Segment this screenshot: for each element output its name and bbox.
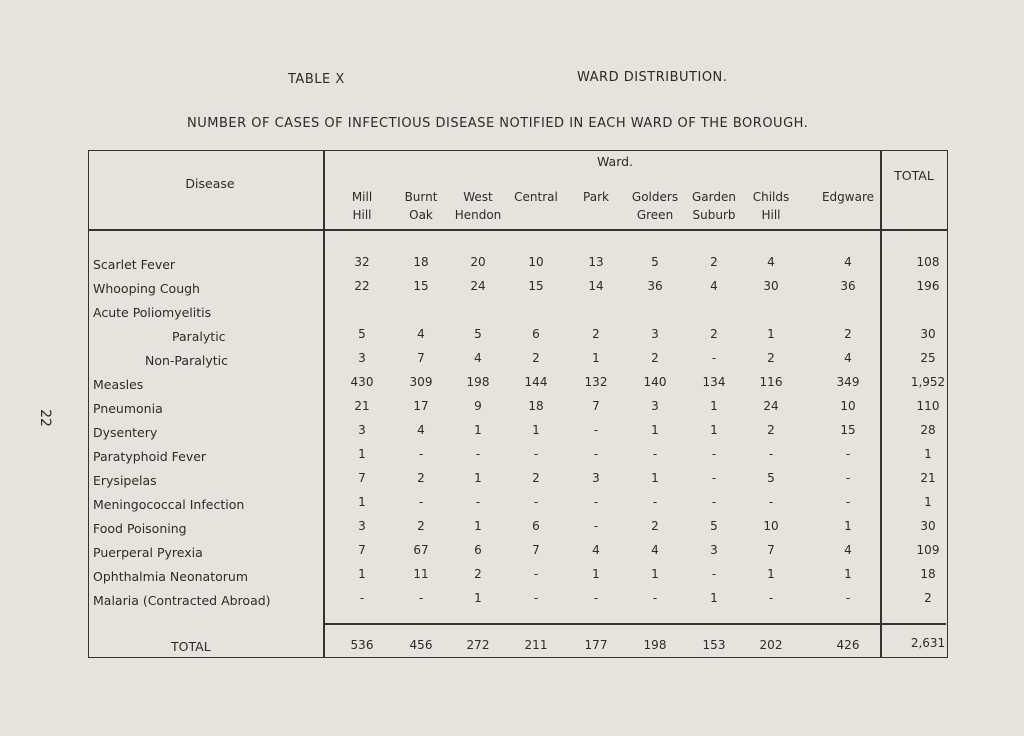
table-cell: - [593,495,599,509]
table-cell: - [711,471,717,485]
table-cell: 10 [528,255,544,269]
table-cell: 4 [844,255,852,269]
table-cell: 4 [710,279,718,293]
header-disease: Disease [185,176,235,191]
table-cell: - [593,519,599,533]
table-cell: - [533,567,539,581]
table-cell: - [593,591,599,605]
table-cell: 4 [417,327,425,341]
table-cell: - [533,495,539,509]
totals-cell: 177 [584,638,608,652]
row-total: 109 [916,543,940,557]
table-cell: 2 [767,351,775,365]
row-label: Ophthalmia Neonatorum [93,569,248,584]
table-cell: 1 [767,327,775,341]
table-cell: - [475,495,481,509]
header-total: TOTAL [894,168,934,183]
table-cell: 2 [651,351,659,365]
row-total: 110 [916,399,940,413]
table-cell: - [711,567,717,581]
table-cell: 3 [358,423,366,437]
row-label: Malaria (Contracted Abroad) [93,593,271,608]
ward-header-line2: Hill [761,208,781,222]
table-cell: 2 [417,519,425,533]
table-cell: - [768,591,774,605]
row-label: Pneumonia [93,401,163,416]
table-cell: 1 [474,591,482,605]
table-cell: 116 [759,375,783,389]
table-cell: 10 [763,519,779,533]
row-label: Erysipelas [93,473,157,488]
divider-totals [323,623,946,625]
table-cell: 24 [763,399,779,413]
table-cell: - [845,471,851,485]
row-label: Whooping Cough [93,281,200,296]
ward-header-line2: Suburb [692,208,736,222]
table-cell: - [711,351,717,365]
table-cell: - [652,591,658,605]
table-cell: 15 [528,279,544,293]
table-cell: - [845,447,851,461]
table-cell: - [475,447,481,461]
table-cell: - [652,495,658,509]
table-cell: 1 [474,471,482,485]
table-cell: 9 [474,399,482,413]
table-cell: 15 [840,423,856,437]
row-total: 108 [916,255,940,269]
table-cell: 18 [413,255,429,269]
table-cell: 1 [592,351,600,365]
ward-header-line1: Garden [692,190,736,204]
totals-cell: 198 [643,638,667,652]
table-cell: 4 [592,543,600,557]
row-total: 196 [916,279,940,293]
row-label: Measles [93,377,144,392]
ward-header-line2: Green [636,208,674,222]
row-label: Paralytic [172,329,226,344]
ward-header-line1: Burnt [404,190,438,204]
row-label: Paratyphoid Fever [93,449,207,464]
table-cell: 13 [588,255,604,269]
table-cell: 11 [413,567,429,581]
table-cell: 36 [840,279,856,293]
table-cell: 1 [767,567,775,581]
table-cell: 18 [528,399,544,413]
table-cell: 3 [592,471,600,485]
table-cell: - [533,447,539,461]
table-cell: 4 [651,543,659,557]
table-cell: 4 [474,351,482,365]
table-cell: 1 [651,567,659,581]
table-cell: 24 [470,279,486,293]
totals-cell: 426 [836,638,860,652]
table-cell: 30 [763,279,779,293]
table-cell: 3 [651,399,659,413]
ward-header-line1: Golders [631,190,679,204]
table-cell: 15 [413,279,429,293]
row-label: Acute Poliomyelitis [93,305,212,320]
row-total: 30 [920,327,936,341]
table-topic: WARD DISTRIBUTION. [577,70,728,85]
table-cell: 5 [358,327,366,341]
table-cell: 2 [417,471,425,485]
table-cell: 4 [417,423,425,437]
table-cell: 7 [532,543,540,557]
table-cell: 2 [710,327,718,341]
table-cell: - [652,447,658,461]
row-total: 28 [920,423,936,437]
table-cell: 3 [358,519,366,533]
ward-header-line1: Central [514,190,558,204]
table-cell: 36 [647,279,663,293]
ward-header-line1: Mill [351,190,373,204]
table-cell: 4 [844,543,852,557]
table-cell: 5 [767,471,775,485]
table-cell: - [359,591,365,605]
totals-label: TOTAL [171,639,211,654]
table-cell: 1 [710,399,718,413]
table-cell: 1 [358,567,366,581]
table-cell: 1 [651,423,659,437]
table-cell: 5 [474,327,482,341]
table-cell: 1 [592,567,600,581]
row-label: Scarlet Fever [93,257,176,272]
divider-total-column [880,150,882,658]
table-cell: - [768,447,774,461]
table-cell: - [845,495,851,509]
table-cell: 1 [844,567,852,581]
table-cell: 7 [767,543,775,557]
table-cell: 2 [844,327,852,341]
table-cell: 309 [409,375,433,389]
totals-cell: 536 [350,638,374,652]
table-cell: 2 [651,519,659,533]
table-cell: 1 [710,423,718,437]
table-cell: 198 [466,375,490,389]
table-cell: 2 [532,471,540,485]
table-cell: 430 [350,375,374,389]
table-cell: - [768,495,774,509]
table-cell: 7 [358,471,366,485]
row-total: 25 [920,351,936,365]
table-cell: 132 [584,375,608,389]
table-cell: 140 [643,375,667,389]
divider-header [88,229,948,231]
totals-cell: 272 [466,638,490,652]
table-cell: 1 [474,423,482,437]
table-cell: 1 [474,519,482,533]
table-cell: - [845,591,851,605]
ward-header-line1: Childs [752,190,790,204]
totals-cell: 211 [524,638,548,652]
table-cell: 21 [354,399,370,413]
table-cell: 6 [532,327,540,341]
table-cell: - [711,447,717,461]
table-cell: 1 [532,423,540,437]
table-cell: 144 [524,375,548,389]
totals-cell: 456 [409,638,433,652]
row-total: 2 [924,591,932,605]
header-ward: Ward. [596,154,634,169]
table-cell: 2 [532,351,540,365]
table-cell: 2 [710,255,718,269]
table-label: TABLE X [288,72,345,87]
table-cell: 1 [358,495,366,509]
ward-header-line1: West [463,190,493,204]
table-cell: 14 [588,279,604,293]
row-total: 30 [920,519,936,533]
table-cell: 349 [836,375,860,389]
table-cell: 2 [474,567,482,581]
ward-header-line1: Edgware [821,190,875,204]
table-cell: 7 [417,351,425,365]
table-cell: 1 [844,519,852,533]
table-cell: - [533,591,539,605]
ward-header-line1: Park [583,190,609,204]
table-cell: 134 [702,375,726,389]
table-cell: 6 [474,543,482,557]
table-cell: 5 [710,519,718,533]
table-cell: 5 [651,255,659,269]
table-cell: - [418,447,424,461]
totals-cell: 202 [759,638,783,652]
row-label: Puerperal Pyrexia [93,545,203,560]
table-cell: - [711,495,717,509]
table-cell: 7 [358,543,366,557]
row-label: Non-Paralytic [145,353,228,368]
table-cell: 1 [710,591,718,605]
table-cell: 1 [358,447,366,461]
ward-header-line2: Oak [409,208,433,222]
table-cell: 67 [413,543,429,557]
table-cell: 1 [651,471,659,485]
table-cell: 4 [844,351,852,365]
table-cell: - [418,591,424,605]
table-cell: - [593,447,599,461]
table-cell: 10 [840,399,856,413]
table-cell: 2 [767,423,775,437]
table-cell: 22 [354,279,370,293]
table-cell: - [418,495,424,509]
row-label: Dysentery [93,425,158,440]
table-cell: 32 [354,255,370,269]
totals-cell: 153 [702,638,726,652]
row-label: Meningococcal Infection [93,497,245,512]
table-cell: 17 [413,399,429,413]
table-cell: 3 [710,543,718,557]
row-total: 1 [924,447,932,461]
row-total: 1 [924,495,932,509]
row-label: Food Poisoning [93,521,187,536]
ward-header-line2: Hendon [454,208,502,222]
row-total: 18 [920,567,936,581]
table-subtitle: NUMBER OF CASES OF INFECTIOUS DISEASE NOTIFIED IN EACH WARD OF THE BOROUGH. [187,116,809,131]
row-total: 21 [920,471,936,485]
grand-total: 2,631 [910,636,946,650]
divider-disease-column [323,150,325,658]
table-cell: 7 [592,399,600,413]
table-cell: 6 [532,519,540,533]
ward-header-line2: Hill [352,208,372,222]
table-cell: 2 [592,327,600,341]
table-cell: 20 [470,255,486,269]
table-cell: 3 [358,351,366,365]
table-cell: 4 [767,255,775,269]
table-cell: - [593,423,599,437]
table-cell: 3 [651,327,659,341]
row-total: 1,952 [910,375,946,389]
page-number: 22 [36,409,53,427]
